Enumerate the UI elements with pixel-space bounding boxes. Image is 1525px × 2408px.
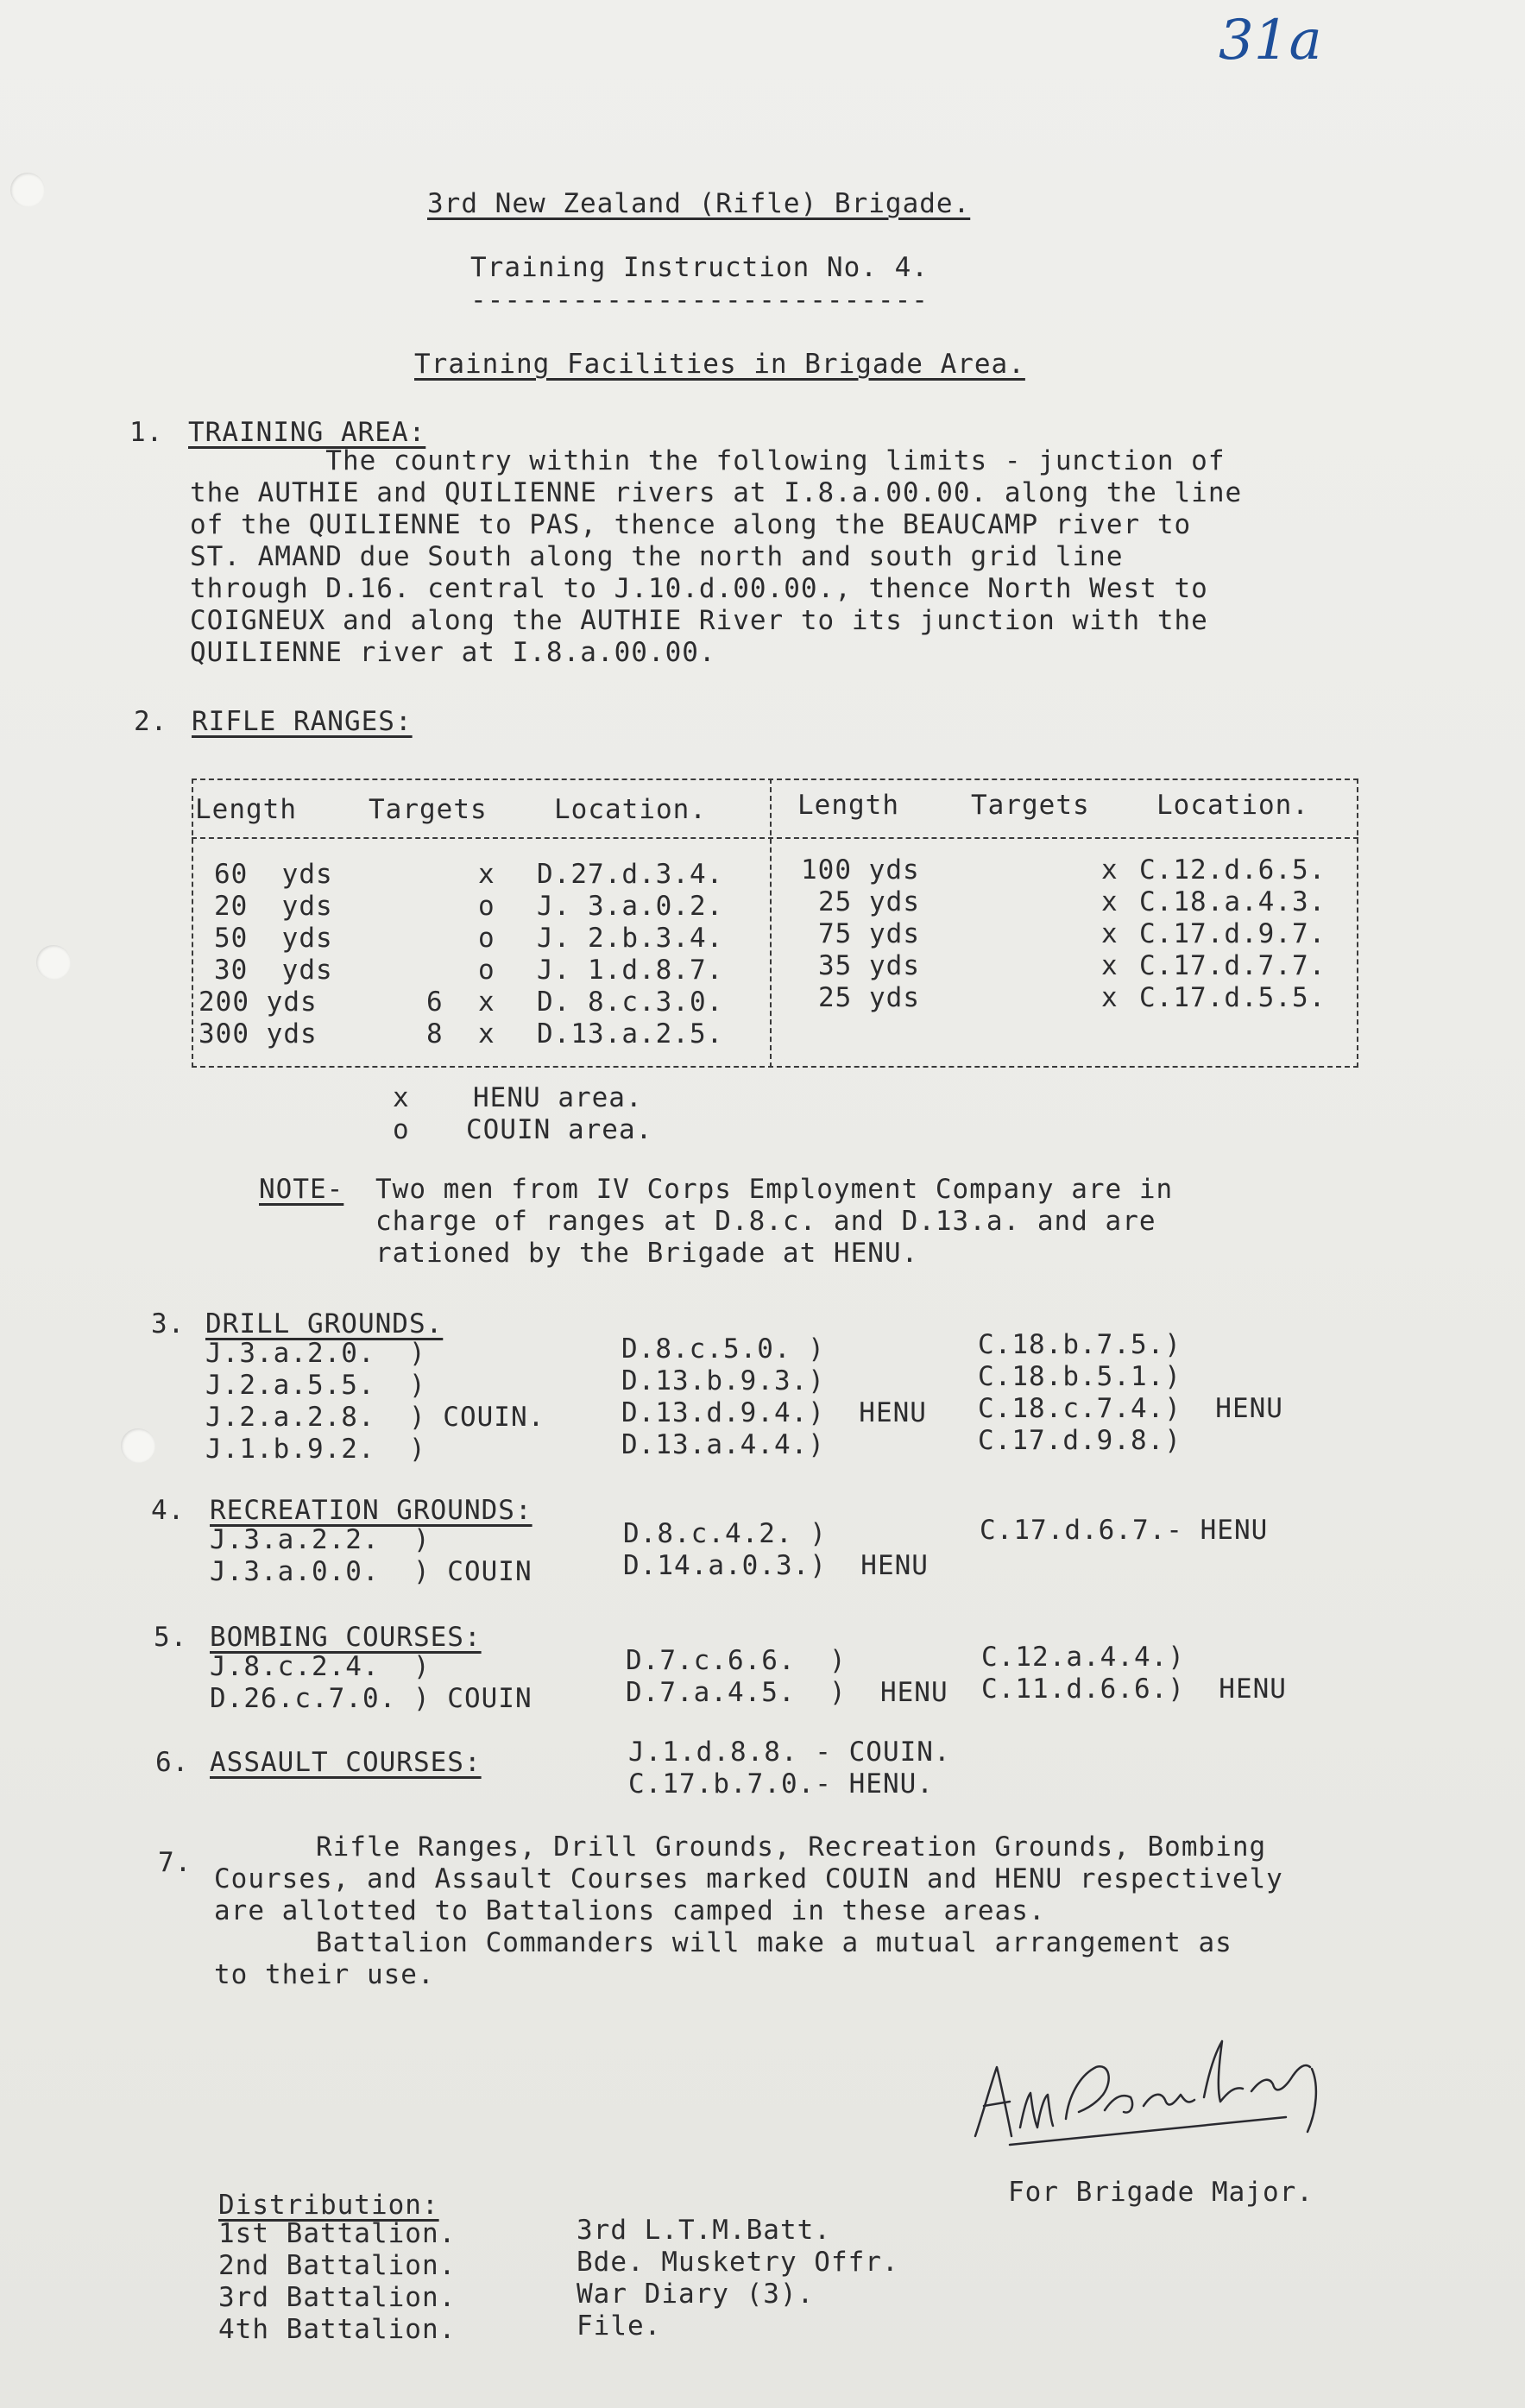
grid-ref: C.17.b.7.0.- HENU. [628,1768,934,1800]
grid-ref: J.2.a.5.5. ) [205,1370,426,1401]
punch-hole-upper-mid [36,945,71,980]
distribution-list-1 [218,2218,456,2346]
grid-ref: D.13.d.9.4.) HENU [621,1397,927,1428]
grid-ref: C.17.d.9.8.) [978,1425,1182,1456]
range-area-mark: x [1101,950,1119,981]
range-length: 20 yds [214,891,333,922]
grid-ref: J.3.a.0.0. ) COUIN [210,1556,532,1587]
grid-ref: D.7.a.4.5. ) HENU [626,1677,948,1708]
distribution-list-2 [577,2215,899,2342]
body-line: are allotted to Battalions camped in these areas. [214,1895,1046,1926]
bombing-courses-couin [210,1651,532,1715]
subtitle-underline-dashes: --------------------------- [470,285,929,316]
note-line: rationed by the Brigade at HENU. [375,1238,919,1269]
distribution-item: 1st Battalion. [218,2218,457,2249]
distribution-heading: Distribution: [218,2190,439,2221]
range-length: 35 yds [818,950,920,981]
grid-ref: D.13.b.9.3.) [621,1365,825,1396]
body-line: The country within the following limits - junction of [190,445,1226,476]
header-location-right: Location. [1156,790,1309,821]
rifle-ranges-table [192,768,1361,1070]
body-line: to their use. [214,1959,435,1990]
header-targets-right: Targets [971,790,1090,821]
section-1-heading: TRAINING AREA: [188,417,426,448]
range-location: J. 1.d.8.7. [537,955,724,986]
grid-ref: D.7.c.6.6. ) [626,1645,847,1676]
range-area-mark: o [478,891,495,922]
body-line: Courses, and Assault Courses marked COUIN and HENU respectively [214,1863,1283,1894]
legend-mark-o: o [393,1114,410,1145]
grid-ref: D.8.c.4.2. ) [623,1518,827,1549]
section-6-number: 6. [155,1747,190,1778]
table-center-divider [770,779,772,1068]
section-3-number: 3. [151,1308,186,1340]
grid-ref: C.18.b.7.5.) [978,1329,1182,1360]
body-line: COIGNEUX and along the AUTHIE River to its junction with the [190,605,1208,636]
section-5-heading: BOMBING COURSES: [210,1622,482,1653]
grid-ref: J.3.a.2.0. ) [205,1338,426,1369]
header-length-right: Length [797,790,899,821]
punch-hole-lower-mid [121,1428,155,1463]
section-7-number: 7. [158,1847,192,1878]
distribution-item: 2nd Battalion. [218,2250,457,2281]
grid-ref: C.18.b.5.1.) [978,1361,1182,1392]
range-length: 75 yds [818,918,920,949]
range-length: 25 yds [818,886,920,917]
body-line: of the QUILIENNE to PAS, thence along the BEAUCAMP river to [190,509,1192,540]
folio-number: 31a [1219,9,1322,72]
range-targets: 8 [426,1018,444,1050]
range-location: J. 3.a.0.2. [537,891,724,922]
grid-ref: C.11.d.6.6.) HENU [981,1674,1287,1705]
grid-ref: D.26.c.7.0. ) COUIN [210,1683,532,1714]
table-right-border [1357,779,1358,1068]
range-length: 300 yds [199,1018,318,1050]
grid-ref: C.18.c.7.4.) HENU [978,1393,1283,1424]
header-length-left: Length [195,794,297,825]
grid-ref: J.1.d.8.8. - COUIN. [628,1737,951,1768]
bombing-courses-henu-d [626,1645,948,1709]
grid-ref: J.3.a.2.2. ) [210,1524,431,1555]
range-length: 200 yds [199,987,318,1018]
range-location: C.12.d.6.5. [1139,854,1326,886]
body-line: ST. AMAND due South along the north and south grid line [190,541,1124,572]
bombing-courses-henu-c [981,1642,1287,1705]
drill-grounds-henu-c [978,1329,1283,1457]
legend-mark-x: x [393,1082,410,1113]
range-location: D.27.d.3.4. [537,859,724,890]
punch-hole-top [10,173,45,207]
header-targets-left: Targets [369,794,488,825]
recreation-grounds-henu-d [623,1518,929,1582]
section-4-heading: RECREATION GROUNDS: [210,1495,532,1526]
distribution-item: 4th Battalion. [218,2314,457,2345]
distribution-item: 3rd L.T.M.Batt. [577,2215,831,2246]
range-area-mark: x [1101,886,1119,917]
range-area-mark: x [1101,982,1119,1013]
grid-ref: J.1.b.9.2. ) [205,1434,426,1465]
range-length: 60 yds [214,859,333,890]
section-5-number: 5. [154,1622,188,1653]
range-area-mark: x [478,859,495,890]
grid-ref: C.17.d.6.7.- HENU [980,1515,1269,1546]
assault-courses [628,1737,951,1800]
range-length: 100 yds [801,854,920,886]
table-header-divider [192,837,1358,839]
range-area-mark: x [478,987,495,1018]
range-area-mark: o [478,923,495,954]
body-line: Rifle Ranges, Drill Grounds, Recreation Grounds, Bombing [214,1831,1267,1863]
range-area-mark: o [478,955,495,986]
table-bottom-border [192,1066,1358,1068]
range-length: 50 yds [214,923,333,954]
table-top-border [192,779,1358,780]
range-location: C.17.d.9.7. [1139,918,1326,949]
range-area-mark: x [1101,918,1119,949]
range-targets: 6 [426,987,444,1018]
recreation-grounds-henu-c [980,1515,1268,1547]
note-line: Two men from IV Corps Employment Company are in [375,1174,1174,1205]
note-body [375,1174,1173,1270]
recreation-grounds-couin [210,1524,532,1588]
grid-ref: D.14.a.0.3.) HENU [623,1550,929,1581]
section-1-number: 1. [129,417,164,448]
drill-grounds-henu-d [621,1333,927,1461]
body-line: QUILIENNE river at I.8.a.00.00. [190,637,716,668]
distribution-item: File. [577,2310,662,2342]
body-line: the AUTHIE and QUILIENNE rivers at I.8.a.00.00. along the line [190,477,1243,508]
document-title: 3rd New Zealand (Rifle) Brigade. [427,188,971,219]
legend-label-henu: HENU area. [473,1082,643,1113]
section-7-body [214,1831,1283,1991]
section-6-heading: ASSAULT COURSES: [210,1747,482,1778]
grid-ref: D.13.a.4.4.) [621,1429,825,1460]
header-location-left: Location. [554,794,707,825]
section-2-heading: RIFLE RANGES: [192,706,413,737]
body-line: through D.16. central to J.10.d.00.00., thence North West to [190,573,1208,604]
handwritten-signature [958,2015,1372,2153]
table-left-border [192,779,193,1068]
range-area-mark: x [1101,854,1119,886]
section-4-number: 4. [151,1495,186,1526]
document-subtitle: Training Instruction No. 4. [470,252,929,283]
range-area-mark: x [478,1018,495,1050]
distribution-item: 3rd Battalion. [218,2282,457,2313]
grid-ref: J.8.c.2.4. ) [210,1651,431,1682]
range-location: C.17.d.7.7. [1139,950,1326,981]
range-location: D. 8.c.3.0. [537,987,724,1018]
range-location: C.17.d.5.5. [1139,982,1326,1013]
section-2-number: 2. [134,706,168,737]
section-title: Training Facilities in Brigade Area. [414,349,1025,380]
body-line: Battalion Commanders will make a mutual arrangement as [214,1927,1232,1958]
grid-ref: J.2.a.2.8. ) COUIN. [205,1402,545,1433]
note-line: charge of ranges at D.8.c. and D.13.a. and are [375,1206,1156,1237]
distribution-item: Bde. Musketry Offr. [577,2247,899,2278]
distribution-item: War Diary (3). [577,2279,815,2310]
grid-ref: D.8.c.5.0. ) [621,1333,825,1365]
note-label: NOTE- [259,1174,344,1205]
signature-caption: For Brigade Major. [1008,2177,1314,2208]
range-location: D.13.a.2.5. [537,1018,724,1050]
range-location: J. 2.b.3.4. [537,923,724,954]
range-length: 30 yds [214,955,333,986]
range-length: 25 yds [818,982,920,1013]
grid-ref: C.12.a.4.4.) [981,1642,1185,1673]
range-location: C.18.a.4.3. [1139,886,1326,917]
section-1-body [190,445,1242,669]
section-3-heading: DRILL GROUNDS. [205,1308,444,1340]
legend-label-couin: COUIN area. [466,1114,653,1145]
drill-grounds-couin [205,1338,545,1466]
